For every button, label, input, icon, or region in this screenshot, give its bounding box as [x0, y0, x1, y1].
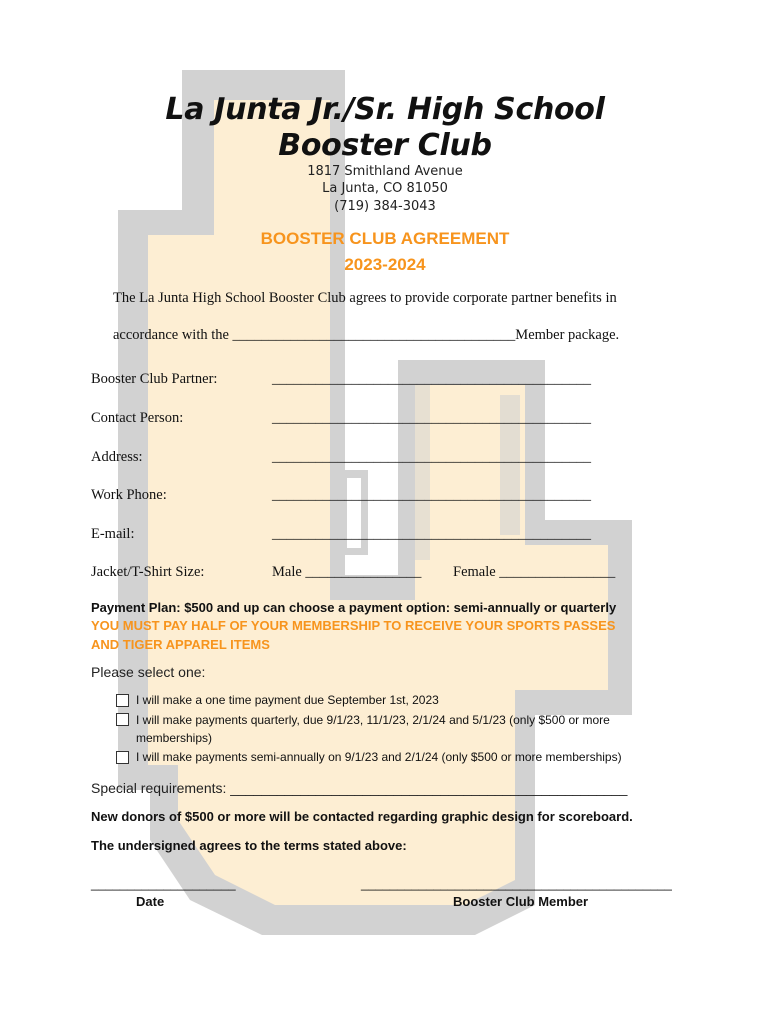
jacket-male-field[interactable]: Male ________________ — [272, 564, 422, 580]
email-field[interactable]: ____________________________________________ — [272, 526, 591, 542]
intro-line-1: The La Junta High School Booster Club agrees to provide corporate partner benefits in — [113, 290, 617, 306]
donors-note: New donors of $500 or more will be contacted regarding graphic design for scoreboard. — [91, 809, 633, 824]
partner-field[interactable]: ____________________________________________ — [272, 371, 591, 387]
city-state-zip: La Junta, CO 81050 — [322, 181, 448, 196]
address-label: Address: — [91, 449, 143, 465]
member-label: Booster Club Member — [453, 894, 589, 909]
agreement-year: 2023-2024 — [344, 255, 426, 274]
agreement-title: BOOSTER CLUB AGREEMENT — [260, 229, 510, 248]
jacket-female-field[interactable]: Female ________________ — [453, 564, 616, 580]
option-one-time-label: I will make a one time payment due September 1st, 2023 — [136, 693, 439, 707]
street-address: 1817 Smithland Avenue — [307, 164, 463, 179]
special-requirements-field[interactable]: Special requirements: ___________________________________________________ — [91, 780, 628, 796]
intro-line-2: accordance with the _______________________________________Member package. — [113, 327, 620, 343]
contact-person-field[interactable]: ____________________________________________ — [272, 410, 591, 426]
date-label: Date — [136, 894, 165, 909]
payment-plan-text: Payment Plan: $500 and up can choose a payment option: semi-annually or quarterly — [91, 600, 617, 615]
email-label: E-mail: — [91, 526, 135, 542]
member-signature-line[interactable]: ___________________________________________ — [361, 876, 672, 891]
quarterly-payment-checkbox[interactable] — [116, 713, 129, 726]
partner-label: Booster Club Partner: — [91, 371, 218, 387]
date-signature-line[interactable]: ____________________ — [91, 876, 236, 891]
page-title-line1: La Junta Jr./Sr. High School — [165, 92, 605, 127]
option-quarterly-label: I will make payments quarterly, due 9/1/23, 11/1/23, 2/1/24 and 5/1/23 (only $500 or more — [136, 713, 610, 727]
address-field[interactable]: ____________________________________________ — [272, 449, 591, 465]
jacket-size-label: Jacket/T-Shirt Size: — [91, 564, 205, 580]
contact-person-label: Contact Person: — [91, 410, 184, 426]
page-title-line2: Booster Club — [278, 128, 492, 163]
phone-number: (719) 384-3043 — [334, 199, 436, 214]
option-quarterly-label-cont: memberships) — [136, 731, 213, 745]
work-phone-label: Work Phone: — [91, 487, 167, 503]
work-phone-field[interactable]: ____________________________________________ — [272, 487, 591, 503]
semi-annual-payment-checkbox[interactable] — [116, 751, 129, 764]
one-time-payment-checkbox[interactable] — [116, 694, 129, 707]
option-semi-annual-label: I will make payments semi-annually on 9/1/23 and 2/1/24 (only $500 or more memberships) — [136, 750, 622, 764]
select-prompt: Please select one: — [91, 664, 206, 680]
undersigned-text: The undersigned agrees to the terms stated above: — [91, 838, 407, 853]
passes-notice-line1: YOU MUST PAY HALF OF YOUR MEMBERSHIP TO RECEIVE YOUR SPORTS PASSES — [91, 618, 616, 633]
passes-notice-line2: AND TIGER APPAREL ITEMS — [91, 637, 270, 652]
